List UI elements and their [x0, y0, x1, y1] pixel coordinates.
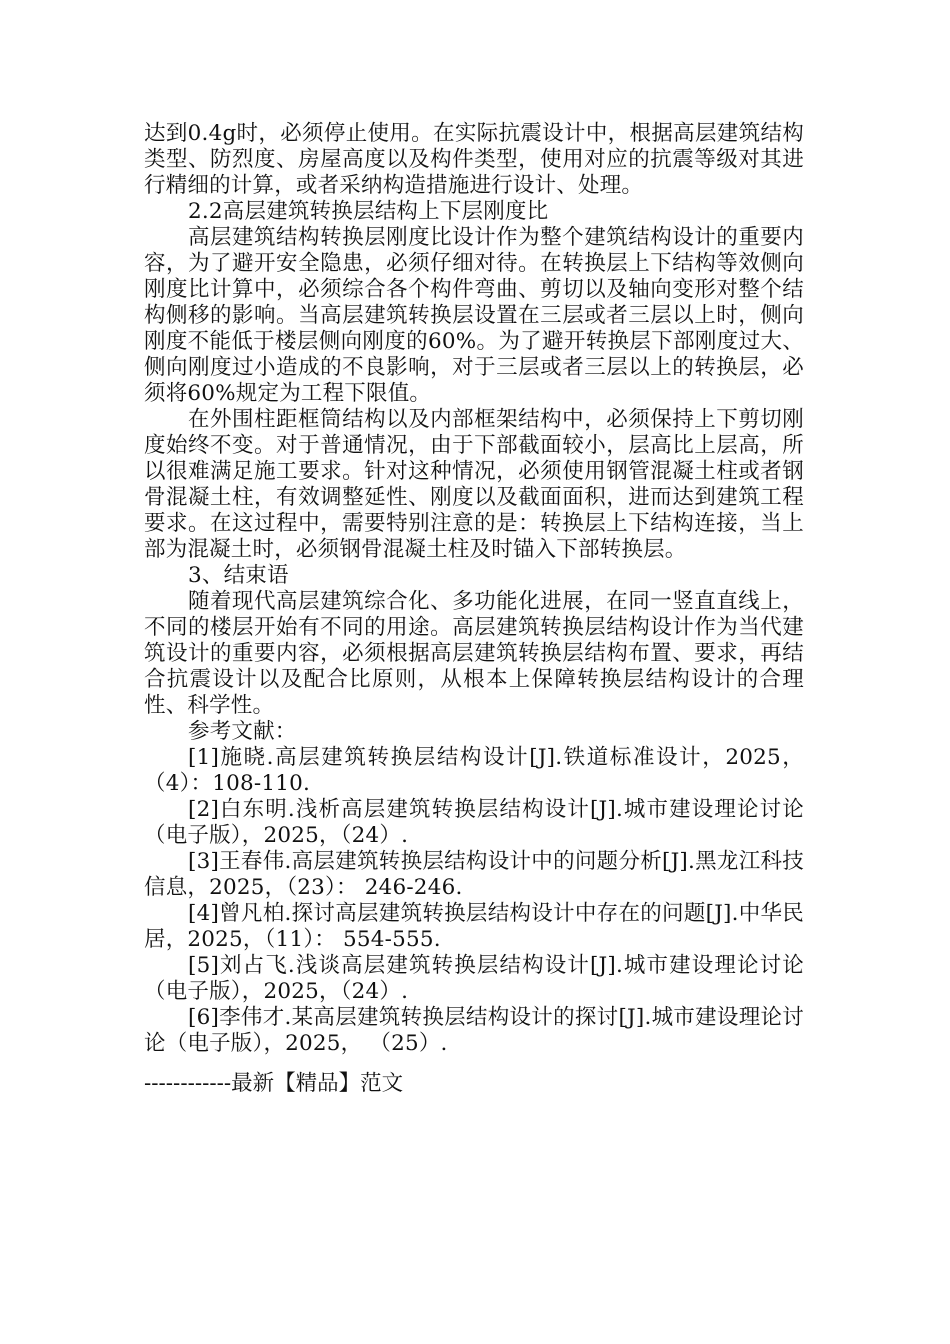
reference-item-1: [1]施晓.高层建筑转换层结构设计[J].铁道标准设计，2025，（4）：108-110. — [144, 745, 804, 796]
reference-item-6: [6]李伟才.某高层建筑转换层结构设计的探讨[J].城市建设理论讨论（电子版），2025， （25）. — [144, 1005, 804, 1056]
reference-item-5: [5]刘占飞.浅谈高层建筑转换层结构设计[J].城市建设理论讨论（电子版），2025，（24）. — [144, 953, 804, 1004]
document-body — [144, 121, 804, 1057]
paragraph-seismic-intro: 达到0.4g时，必须停止使用。在实际抗震设计中，根据高层建筑结构类型、防烈度、房屋高度以及构件类型，使用对应的抗震等级对其进行精细的计算，或者采纳构造措施进行设计、处理。 — [144, 121, 804, 198]
section-heading-conclusion: 3、结束语 — [188, 563, 289, 588]
paragraph-shear-stiffness: 在外围柱距框筒结构以及内部框架结构中，必须保持上下剪切刚度始终不变。对于普通情况，由于下部截面较小，层高比上层高，所以很难满足施工要求。针对这种情况，必须使用钢管混凝土柱或者钢骨混凝土柱，有效调整延性、刚度以及截面面积，进而达到建筑工程要求。在这过程中，需要特别注意的是：转换层上下结构连接，当上部为混凝土时，必须钢骨混凝土柱及时锚入下部转换层。 — [144, 407, 804, 562]
paragraph-stiffness-ratio: 高层建筑结构转换层刚度比设计作为整个建筑结构设计的重要内容，为了避开安全隐患，必须仔细对待。在转换层上下结构等效侧向刚度比计算中，必须综合各个构件弯曲、剪切以及轴向变形对整个结构侧移的影响。当高层建筑转换层设置在三层或者三层以上时，侧向刚度不能低于楼层侧向刚度的60%。为了避开转换层下部刚度过大、侧向刚度过小造成的不良影响，对于三层或者三层以上的转换层，必须将60%规定为工程下限值。 — [144, 225, 804, 406]
reference-item-2: [2]白东明.浅析高层建筑转换层结构设计[J].城市建设理论讨论（电子版），2025，（24）. — [144, 797, 804, 848]
references-heading: 参考文献： — [188, 719, 297, 744]
section-heading-2-2: 2.2高层建筑转换层结构上下层刚度比 — [188, 199, 549, 224]
reference-item-4: [4]曾凡柏.探讨高层建筑转换层结构设计中存在的问题[J].中华民居，2025，（11）： 554-555. — [144, 901, 804, 952]
paragraph-conclusion: 随着现代高层建筑综合化、多功能化进展，在同一竖直直线上，不同的楼层开始有不同的用途。高层建筑转换层结构设计作为当代建筑设计的重要内容，必须根据高层建筑转换层结构布置、要求，再结合抗震设计以及配合比原则，从根本上保障转换层结构设计的合理性、科学性。 — [144, 589, 804, 718]
footer-label: ------------最新【精品】范文 — [144, 1071, 404, 1096]
reference-item-3: [3]王春伟.高层建筑转换层结构设计中的问题分析[J].黑龙江科技信息，2025，（23）： 246-246. — [144, 849, 804, 900]
